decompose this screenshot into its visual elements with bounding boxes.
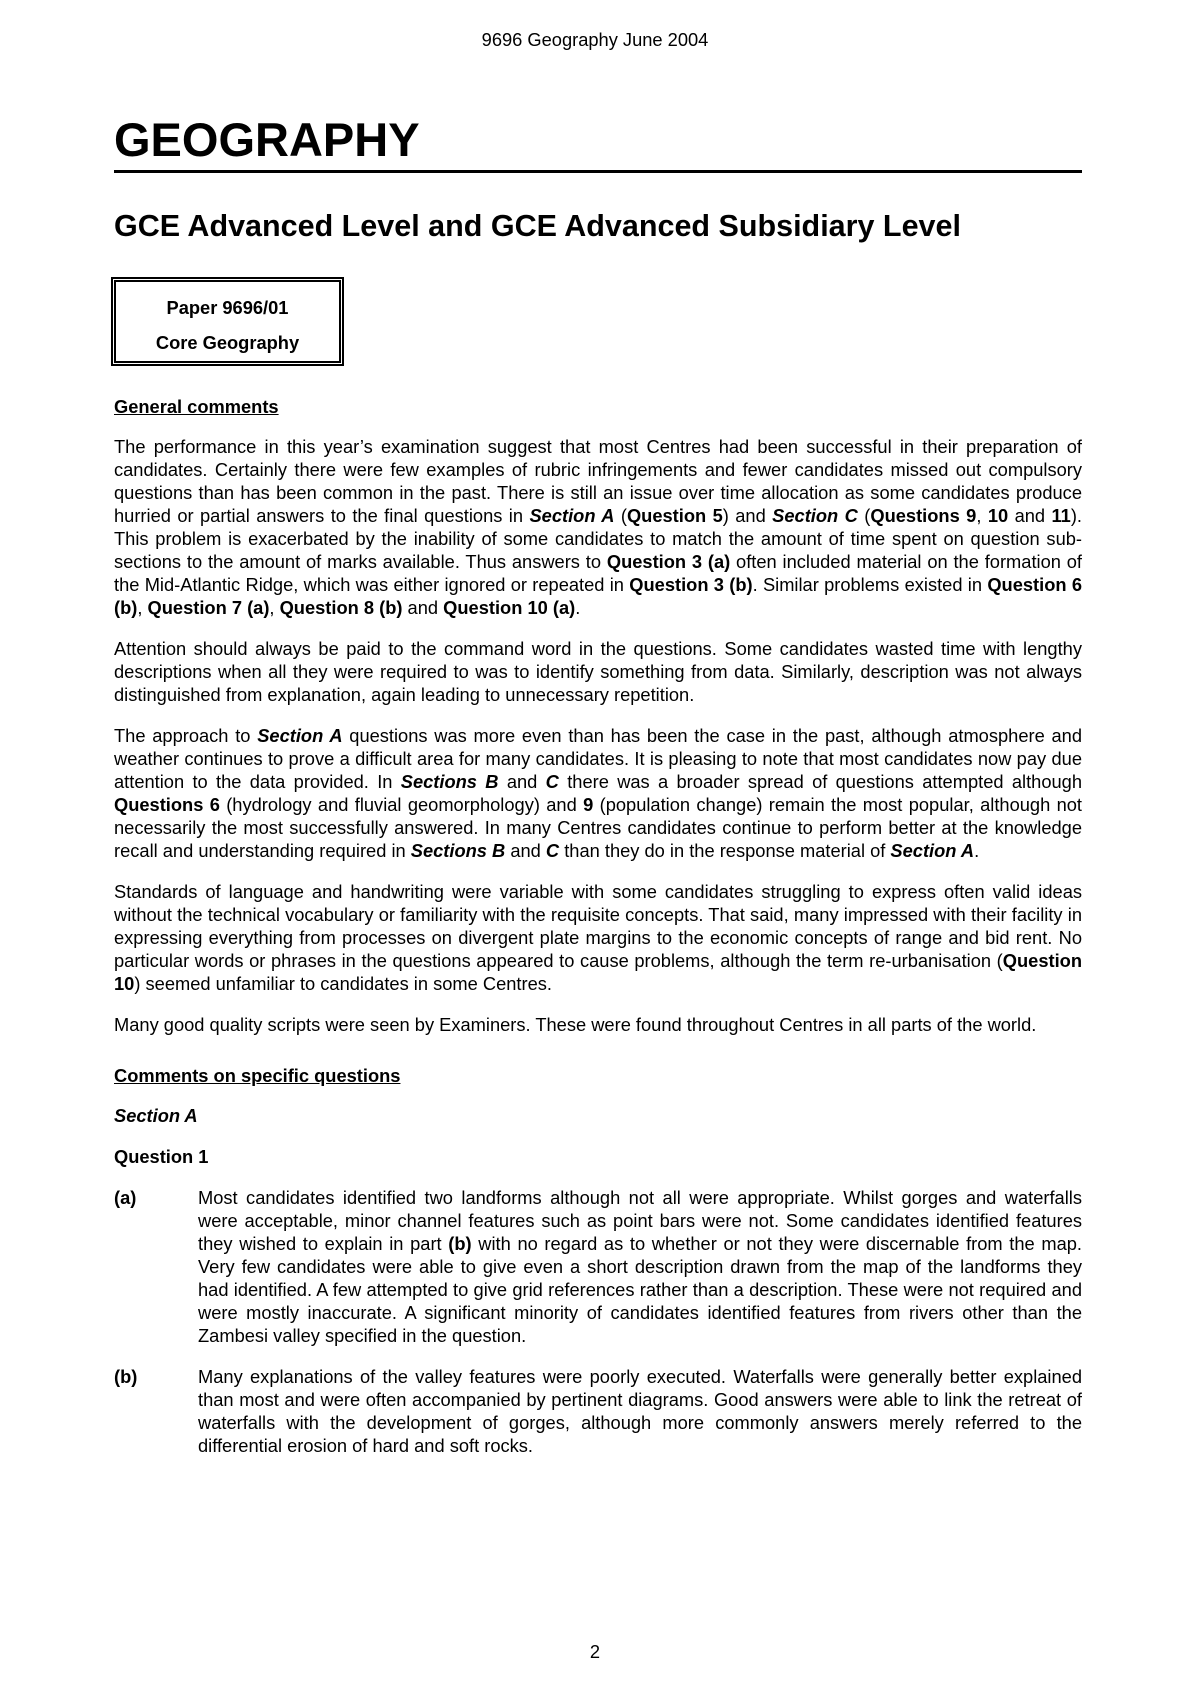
document-title: GEOGRAPHY (114, 112, 1082, 173)
general-paragraph-2: Attention should always be paid to the command word in the questions. Some candidates wasted time with lengthy descriptions when all they were required to was to identify something from data. Similarly, description was not always distinguished from explanation, again leading to unnecessary repetition. (114, 638, 1082, 705)
general-paragraph-3: The approach to Section A questions was more even than has been the case in the past, although atmosphere and weather continues to prove a difficult area for many candidates. It is pleasing to note that most candidates now pay due attention to the data provided. In Sections B and C there was a broader spread of questions attempted although Questions 6 (hydrology and fluvial geomorphology) and 9 (population change) remain the most popular, although not necessarily the most successfully answered. In many Centres candidates continue to perform better at the knowledge recall and understanding required in Sections B and C than they do in the response material of Section A. (114, 725, 1082, 861)
general-comments-heading: General comments (114, 396, 279, 417)
general-paragraph-1: The performance in this year’s examination suggest that most Centres had been successful in their preparation of candidates. Certainly there were few examples of rubric infringements and fewer candidates missed out compulsory questions than has been common in the past. There is still an issue over time allocation as some candidates produce hurried or partial answers to the final questions in Section A (Question 5) and Section C (Questions 9, 10 and 11). This problem is exacerbated by the inability of some candidates to match the amount of time spent on question sub-sections to the amount of marks available. Thus answers to Question 3 (a) often included material on the formation of the Mid-Atlantic Ridge, which was either ignored or repeated in Question 3 (b). Similar problems existed in Question 6 (b), Question 7 (a), Question 8 (b) and Question 10 (a). (114, 436, 1083, 618)
question-heading: Question 1 (114, 1146, 209, 1167)
paper-number: Paper 9696/01 (166, 297, 289, 318)
running-header: 9696 Geography June 2004 (481, 29, 709, 50)
paper-box (111, 277, 344, 366)
specific-comments-heading: Comments on specific questions (114, 1065, 401, 1086)
page-number: 2 (589, 1641, 601, 1662)
question-part-text: Most candidates identified two landforms although not all were appropriate. Whilst gorges and waterfalls were acceptable, minor channel features such as point bars were not. Some candidates identified features they wished to explain in part (b) with no regard as to whether or not they were discernable from the map. Very few candidates were able to give even a short description drawn from the map of the landforms they had identified. A few attempted to give grid references rather than a description. These were not required and were mostly inaccurate. A significant minority of candidates identified features from rivers other than the Zambesi valley specified in the question. (198, 1187, 1082, 1346)
document-subtitle: GCE Advanced Level and GCE Advanced Subsidiary Level (114, 209, 961, 243)
report-body (114, 395, 1082, 1475)
question-part-text: Many explanations of the valley features were poorly executed. Waterfalls were generally better explained than most and were often accompanied by pertinent diagrams. Good answers were able to link the retreat of waterfalls with the development of gorges, although more commonly answers merely referred to the differential erosion of hard and soft rocks. (198, 1366, 1082, 1456)
question-part (114, 1365, 1082, 1457)
question-part-label: (b) (114, 1366, 138, 1387)
general-paragraph-5: Many good quality scripts were seen by Examiners. These were found throughout Centres in all parts of the world. (114, 1014, 1037, 1035)
general-paragraph-4: Standards of language and handwriting were variable with some candidates struggling to express often valid ideas without the technical vocabulary or familiarity with the requisite concepts. That said, many impressed with their facility in expressing everything from processes on divergent plate margins to the economic concepts of range and bid rent. No particular words or phrases in the questions appeared to cause problems, although the term re-urbanisation (Question 10) seemed unfamiliar to candidates in some Centres. (114, 881, 1082, 994)
paper-name: Core Geography (155, 332, 300, 353)
question-part-label: (a) (114, 1187, 137, 1208)
section-heading: Section A (114, 1105, 198, 1126)
question-part (114, 1186, 1082, 1347)
